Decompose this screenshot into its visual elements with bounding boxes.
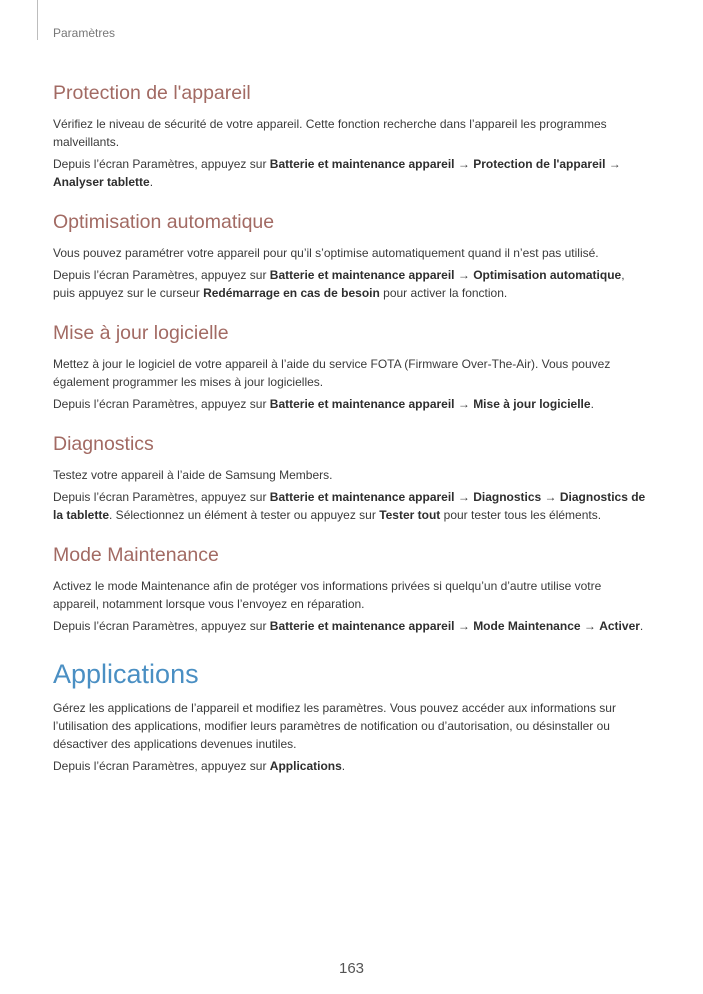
section-title: Protection de l'appareil — [53, 82, 251, 104]
section-instructions: Depuis l’écran Paramètres, appuyez sur Batterie et maintenance appareil → Diagnostics → Diagnostics de la tablette. Sélectionnez un élément à tester ou appuyez sur Tester tout pour tester tous les éléments. — [53, 490, 646, 522]
section-instructions: Depuis l’écran Paramètres, appuyez sur Batterie et maintenance appareil → Optimisation automatique, puis appuyez sur le curseur Redémarrage en cas de besoin pour activer la fonction. — [53, 268, 625, 300]
section-description: Testez votre appareil à l’aide de Samsung Members. — [53, 468, 333, 482]
section-maintenance-mode — [53, 542, 648, 635]
header-rule — [37, 0, 38, 40]
page-number: 163 — [338, 960, 365, 977]
running-header: Paramètres — [53, 26, 116, 40]
section-diagnostics — [53, 431, 648, 524]
section-title: Mise à jour logicielle — [53, 322, 229, 344]
chapter-title: Applications — [53, 659, 199, 689]
section-applications — [53, 657, 648, 775]
section-description: Vérifiez le niveau de sécurité de votre appareil. Cette fonction recherche dans l’appareil les programmes malveillants. — [53, 117, 607, 149]
section-description: Gérez les applications de l’appareil et modifiez les paramètres. Vous pouvez accéder aux informations sur l’utilisation des applications, modifier leurs paramètres de notification ou d’autorisation, ou désinstaller ou désactiver des applications devenues inutiles. — [53, 701, 616, 751]
section-instructions: Depuis l’écran Paramètres, appuyez sur Batterie et maintenance appareil → Mode Maintenance → Activer. — [53, 619, 644, 633]
section-software-update — [53, 320, 648, 413]
section-title: Optimisation automatique — [53, 211, 275, 233]
section-description: Activez le mode Maintenance afin de protéger vos informations privées si quelqu’un d’autre utilise votre appareil, notamment lorsque vous l’envoyez en réparation. — [53, 579, 602, 611]
section-instructions: Depuis l’écran Paramètres, appuyez sur Applications. — [53, 759, 346, 773]
section-instructions: Depuis l’écran Paramètres, appuyez sur Batterie et maintenance appareil → Mise à jour logicielle. — [53, 397, 594, 411]
page-content — [53, 80, 648, 793]
section-instructions: Depuis l’écran Paramètres, appuyez sur Batterie et maintenance appareil → Protection de l'appareil → Analyser tablette. — [53, 157, 621, 189]
section-protection — [53, 80, 648, 191]
section-description: Vous pouvez paramétrer votre appareil pour qu’il s’optimise automatiquement quand il n’est pas utilisé. — [53, 246, 599, 260]
section-title: Mode Maintenance — [53, 544, 219, 566]
section-description: Mettez à jour le logiciel de votre appareil à l’aide du service FOTA (Firmware Over-The-Air). Vous pouvez également programmer les mises à jour logicielles. — [53, 357, 611, 389]
section-title: Diagnostics — [53, 433, 154, 455]
section-optimisation — [53, 209, 648, 302]
